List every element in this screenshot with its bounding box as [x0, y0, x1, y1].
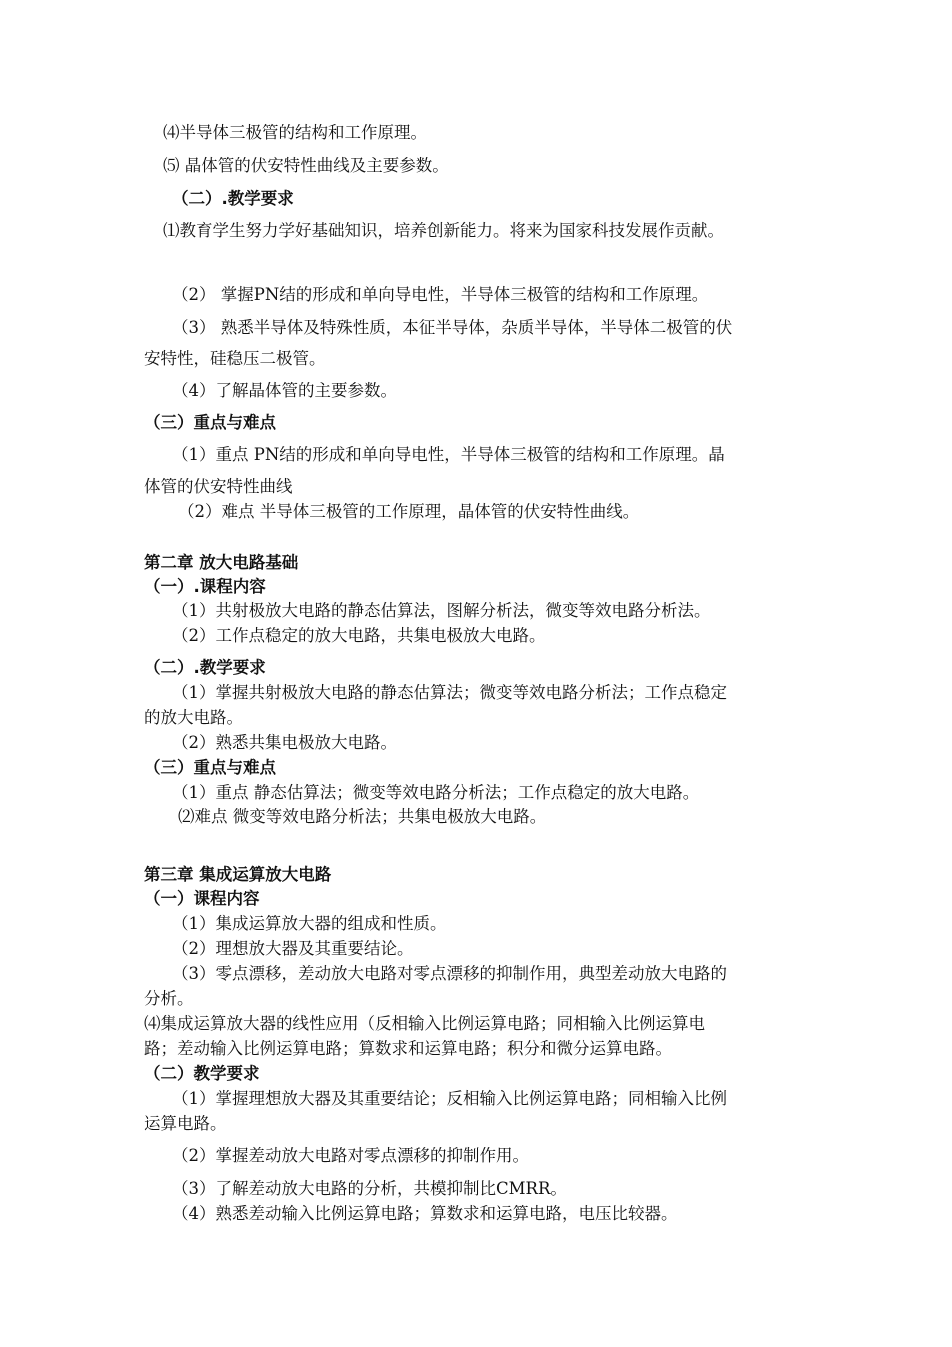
text-line: （3）了解差动放大电路的分析，共模抑制比CMRR。: [172, 1179, 567, 1198]
text-line: 分析。: [144, 989, 194, 1008]
text-line: （3）零点漂移，差动放大电路对零点漂移的抑制作用，典型差动放大电路的: [172, 964, 727, 983]
section-heading: （二）.教学要求: [144, 658, 266, 677]
text-line: ⑷半导体三极管的结构和工作原理。: [163, 123, 427, 142]
chapter-title: 第三章 集成运算放大电路: [144, 865, 332, 884]
text-line: （2）掌握差动放大电路对零点漂移的抑制作用。: [172, 1146, 529, 1165]
section-heading: （一）.课程内容: [144, 577, 266, 596]
text-line: （1）共射极放大电路的静态估算法，图解分析法，微变等效电路分析法。: [172, 601, 711, 620]
text-line: （1）集成运算放大器的组成和性质。: [172, 914, 447, 933]
text-line: （1）掌握共射极放大电路的静态估算法；微变等效电路分析法；工作点稳定: [172, 683, 727, 702]
section-heading: （二）.教学要求: [172, 189, 294, 208]
text-line: （2）难点 半导体三极管的工作原理，晶体管的伏安特性曲线。: [178, 502, 640, 521]
text-line: 运算电路。: [144, 1114, 227, 1133]
text-line: 路；差动输入比例运算电路；算数求和运算电路；积分和微分运算电路。: [144, 1039, 672, 1058]
text-line: （1）重点 PN结的形成和单向导电性，半导体三极管的结构和工作原理。晶: [172, 445, 725, 464]
text-line: （1）掌握理想放大器及其重要结论；反相输入比例运算电路；同相输入比例: [172, 1089, 727, 1108]
text-line: ⑵难点 微变等效电路分析法；共集电极放大电路。: [178, 807, 547, 826]
section-heading: （一）课程内容: [144, 889, 260, 908]
text-line: ⑷集成运算放大器的线性应用（反相输入比例运算电路；同相输入比例运算电: [144, 1014, 705, 1033]
text-line: （2）熟悉共集电极放大电路。: [172, 733, 397, 752]
text-line: 体管的伏安特性曲线: [144, 477, 293, 496]
text-line: （2）工作点稳定的放大电路，共集电极放大电路。: [172, 626, 546, 645]
text-line: 的放大电路。: [144, 708, 243, 727]
text-line: （2）理想放大器及其重要结论。: [172, 939, 414, 958]
section-heading: （三）重点与难点: [144, 413, 276, 432]
text-line: ⑴教育学生努力学好基础知识，培养创新能力。将来为国家科技发展作贡献。: [163, 221, 724, 240]
section-heading: （二）教学要求: [144, 1064, 260, 1083]
text-line: （4）熟悉差动输入比例运算电路；算数求和运算电路，电压比较器。: [172, 1204, 678, 1223]
section-heading: （三）重点与难点: [144, 758, 276, 777]
text-line: （3） 熟悉半导体及特殊性质，本征半导体，杂质半导体，半导体二极管的伏: [172, 318, 733, 337]
text-line: （1）重点 静态估算法；微变等效电路分析法；工作点稳定的放大电路。: [172, 783, 700, 802]
text-line: （4）了解晶体管的主要参数。: [172, 381, 397, 400]
text-line: 安特性，硅稳压二极管。: [144, 349, 326, 368]
text-line: （2） 掌握PN结的形成和单向导电性，半导体三极管的结构和工作原理。: [172, 285, 709, 304]
text-line: ⑸ 晶体管的伏安特性曲线及主要参数。: [163, 156, 449, 175]
chapter-title: 第二章 放大电路基础: [144, 553, 299, 572]
